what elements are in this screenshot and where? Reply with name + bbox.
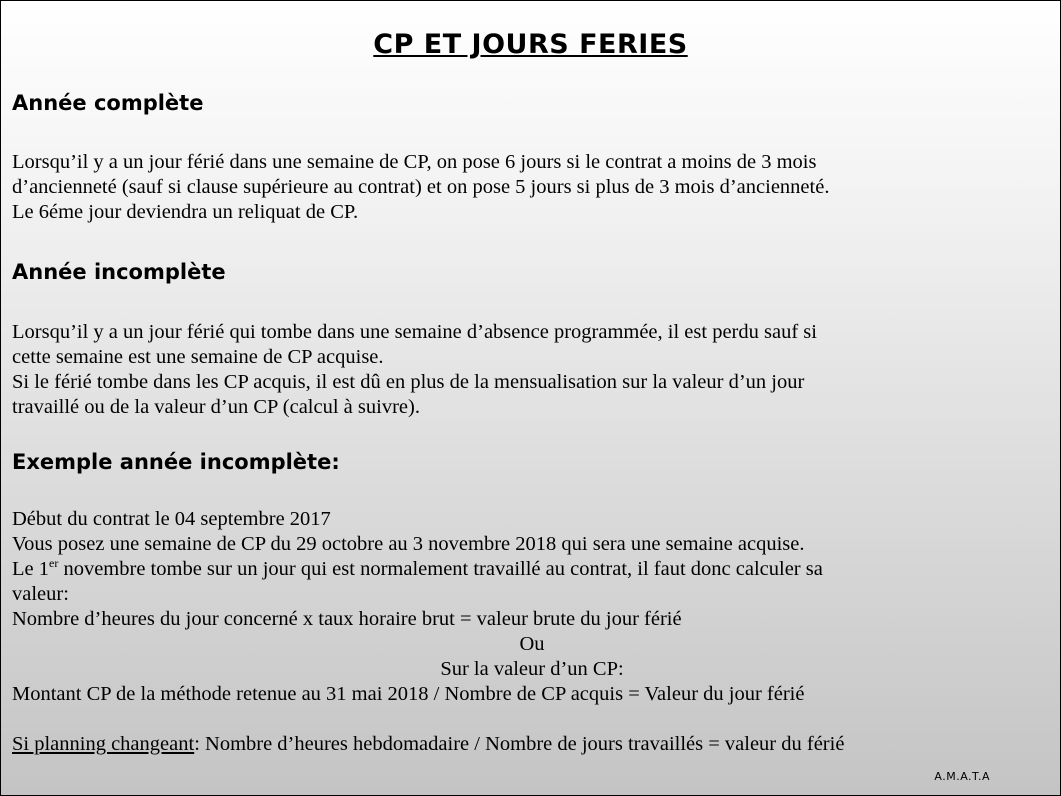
paragraph-annee-incomplete <box>12 320 1052 420</box>
text-line: Si le férié tombe dans les CP acquis, il est dû en plus de la mensualisation sur la valeur d’un jour <box>12 371 805 393</box>
text-line: Montant CP de la méthode retenue au 31 mai 2018 / Nombre de CP acquis = Valeur du jour férié <box>12 683 805 705</box>
paragraph-annee-complete <box>12 150 1052 225</box>
text-line: d’ancienneté (sauf si clause supérieure au contrat) et on pose 5 jours si plus de 3 mois d’ancienneté. <box>12 176 830 198</box>
text-line: valeur: <box>12 583 69 605</box>
heading-exemple: Exemple année incomplète: <box>12 450 340 474</box>
underlined-text: Si planning changeant <box>12 733 195 755</box>
heading-annee-complete: Année complète <box>12 91 204 115</box>
text-line: Début du contrat le 04 septembre 2017 <box>12 508 331 530</box>
text-line: Lorsqu’il y a un jour férié dans une semaine de CP, on pose 6 jours si le contrat a moins de 3 mois <box>12 151 817 173</box>
text-line <box>12 557 1052 582</box>
text-line: travaillé ou de la valeur d’un CP (calcul à suivre). <box>12 396 420 418</box>
text-line: Lorsqu’il y a un jour férié qui tombe dans une semaine d’absence programmée, il est perdu sauf si <box>12 321 817 343</box>
paragraph-exemple <box>12 507 1052 757</box>
text-line: Le 6éme jour deviendra un reliquat de CP. <box>12 201 359 223</box>
text-line: Nombre d’heures du jour concerné x taux horaire brut = valeur brute du jour férié <box>12 608 682 630</box>
footer-signature: A.M.A.T.A <box>934 770 990 783</box>
text-fragment: novembre tombe sur un jour qui est normalement travaillé au contrat, il faut donc calculer sa <box>58 558 823 580</box>
spacer <box>12 707 1052 732</box>
text-line <box>12 732 1052 757</box>
text-line-centered: Ou <box>519 633 545 655</box>
text-fragment: Le 1 <box>12 558 49 580</box>
heading-annee-incomplete: Année incomplète <box>12 260 226 284</box>
page-title: CP ET JOURS FERIES <box>373 29 688 60</box>
text-line: Vous posez une semaine de CP du 29 octobre au 3 novembre 2018 qui sera une semaine acquise. <box>12 533 805 555</box>
text-line-centered: Sur la valeur d’un CP: <box>440 658 624 680</box>
text-line: cette semaine est une semaine de CP acquise. <box>12 346 384 368</box>
text-fragment: : Nombre d’heures hebdomadaire / Nombre de jours travaillés = valeur du férié <box>194 733 845 755</box>
superscript: er <box>49 556 59 571</box>
